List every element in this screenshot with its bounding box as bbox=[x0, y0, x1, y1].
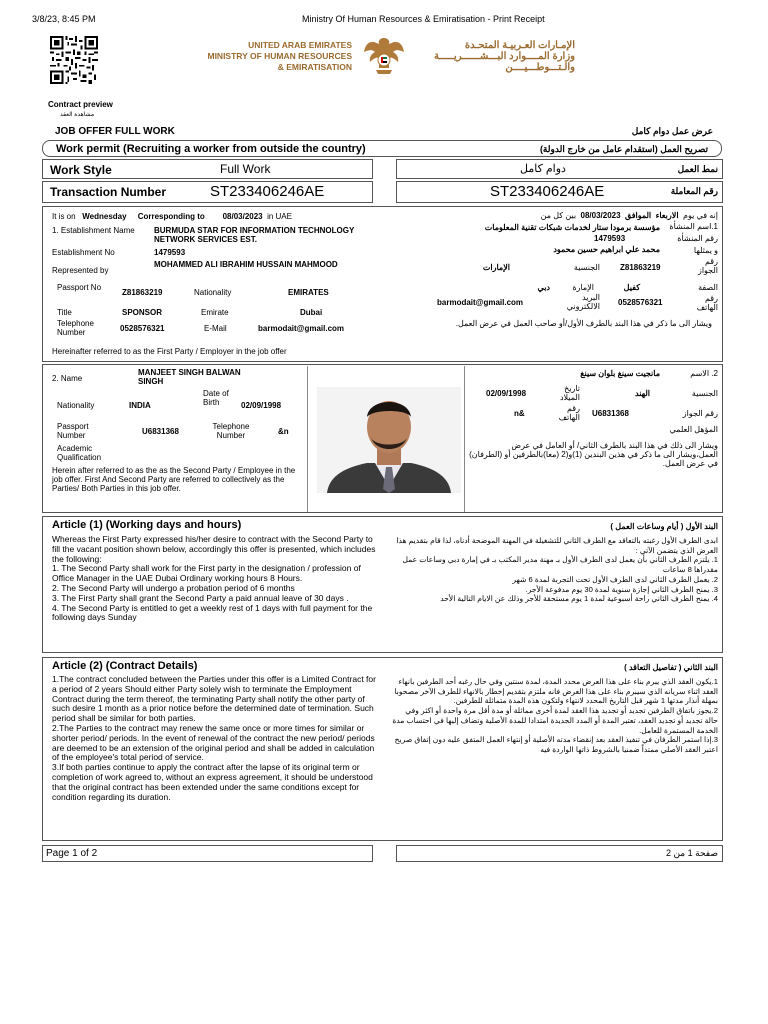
first-party-footer-ar: ويشار الى ما ذكر في هذا البند بالطرف الأول/أو صاحب العمل في عرض العمل. bbox=[455, 319, 712, 328]
page-number-ar: صفحة 1 من 2 bbox=[665, 848, 718, 858]
second-party-footer-en: Herein after referred to as the as the Second Party / Employee in the job offer. First And Second Party are referred to collectively as the Parties/ Both Parties in this job offer. bbox=[52, 466, 296, 493]
est-name-value-en: BURMUDA STAR FOR INFORMATION TECHNOLOGY NETWORK SERVICES EST. bbox=[154, 226, 355, 244]
dob-label-ar: تاريخ الميلاد bbox=[559, 384, 580, 402]
second-party-footer-ar: ويشار الى ذلك في هذا البند بالطرف الثاني/ أو العامل في عرض العمل،ويشار الى ما ذكر في هذين البندين (1)و(2 (معا)بالطرفين أو (الطرفان) في عرض العمل. bbox=[469, 441, 718, 468]
phone-label-en: Telephone Number bbox=[57, 319, 94, 337]
article-1-title-en: Article (1) (Working days and hours) bbox=[52, 519, 242, 531]
employee-photo[interactable] bbox=[317, 387, 461, 493]
phone-value-ar: 0528576321 bbox=[618, 298, 663, 307]
ministry-name-ar: الإمـارات العـربيـة المتحـدة وزارة المــــوارد البـــشــــــريـــــة والـتـــوطـــيــــن bbox=[433, 40, 575, 73]
permit-label-ar: تصريح العمل (استقدام عامل من خارج الدولة) bbox=[539, 144, 708, 154]
rep-value-ar: محمد علي ابراهيم حسين محمود bbox=[553, 245, 660, 254]
est-no-label-ar: رقم المنشأة bbox=[677, 234, 718, 243]
article-1-body-ar: ابدى الطرف الأول رغبته بالتعاقد مع الطرف الثاني للتشغيلة في المهنة الموضحة أدناه، لذا قام بتقديم هذا العرض الذي يتضمن الآتي : 1. يلتزم الطرف الثاني بأن يعمل لدى الطرف الأول بـ مهنة مدير المكتب بـ في إمارة دبي وساعات عمل مقدراها 8 ساعات 2. يعمل الطرف الثاني لدى الطرف الأول تحت التجربة لمدة 6 شهر 3. يمنح الطرف الثاني إجازة سنوية لمدة 30 يوم مدفوعة الأجر. 4. يمنح الطرف الثاني راحة أسبوعية لمدة 1 يوم مستحقة للأجر وذلك عن الايام التالية الأحد bbox=[396, 536, 718, 604]
article-2-body-ar: 1.يكون العقد الذي يبرم بناء على هذا العرض محدد المدة، لمدة سنتين وفي حال رغبه أحد الطرفين بانهاء العقد اثناء سريانه الذي سيبرم بناء على هذا العرض فانه ملتزم بتقديم إخطار بالانهاء للطرف الآخر مصحوبا بمهلة أنذار مدتها 1 شهر قبل التاريخ المحدد لانتهاء ولتكون هذه المدة متماثلة للطرفين. 2.يجوز باتفاق الطرفين تجديد أو تجديد هذا العقد لمدة أخرى مماثلة أو مدة أقل مرة واحدة أو اكثر وفي حالة تجديد أو تجديد العقد، تعتبر المدة أو المدد الجديدة امتدادا للمدة الأصلية وتضاف إليها في احتساب مدة الخدمة المستمرة للعامل. 3.إذا استمر الطرفان في تنفيذ العقد بعد إنقضاء مدته الأصلية أو إنتهاء العمل المتفق عليه دون إتفاق صريح اعتبر العقد الأصلي ممتداً ضمنيا بالشروط ذاتها الواردة فيه bbox=[392, 677, 718, 754]
title-value-en: SPONSOR bbox=[122, 308, 163, 317]
passport-label-ar: رقم الجواز bbox=[697, 257, 718, 275]
passport-value-en: Z81863219 bbox=[122, 288, 163, 297]
transaction-number-en: ST233406246AE bbox=[210, 183, 325, 200]
qualification-label-ar: المؤهل العلمي bbox=[669, 425, 718, 434]
dob-label-en: Date of Birth bbox=[203, 389, 229, 407]
employee-passport-label-ar: رقم الجواز bbox=[682, 409, 718, 418]
work-style-value-ar: دوام كامل bbox=[520, 163, 566, 175]
transaction-label-ar: رقم المعاملة bbox=[670, 186, 718, 196]
employee-nationality-label-en: Nationality bbox=[57, 401, 95, 410]
qr-caption-en: Contract preview bbox=[48, 100, 113, 109]
employee-phone-label-en: Telephone Number bbox=[212, 422, 250, 440]
article-1-body-en: Whereas the First Party expressed his/her desire to contract with the Second Party to fill the vacant position shown below, accordingly this offer is presented, which includes the following: 1. The Second Party shall work for the First party in the designation / profession of Office Manager in the UAE Dubai Ordinary working hours 8 Hours. 2. The Second Party will undergo a probation period of 6 months 3. The First Party shall grant the Second Party a paid annual leave of 30 days . 4. The Second Party is entitled to get a weekly rest of 1 days with full payment for the following days Sunday bbox=[52, 534, 376, 623]
email-label-en: E-Mail bbox=[204, 324, 227, 333]
page-title-ar: عرض عمل دوام كامل bbox=[631, 126, 713, 136]
qr-caption-ar: مشاهدة العقد bbox=[60, 112, 95, 118]
employee-passport-value-ar: U6831368 bbox=[592, 409, 629, 418]
uae-emblem-icon bbox=[362, 32, 406, 78]
employee-nationality-value-en: INDIA bbox=[129, 401, 151, 410]
est-name-label-en: 1. Establishment Name bbox=[52, 226, 135, 235]
nationality-value-ar: الإمارات bbox=[482, 263, 510, 272]
email-value-ar: barmodait@gmail.com bbox=[437, 298, 524, 307]
employee-phone-label-ar: رقم الهاتف bbox=[558, 404, 580, 422]
dob-value-en: 02/09/1998 bbox=[241, 401, 282, 410]
emirate-label-ar: الإمارة bbox=[572, 283, 594, 292]
qualification-label-en: Academic Qualification bbox=[57, 444, 102, 462]
nationality-value-en: EMIRATES bbox=[288, 288, 329, 297]
passport-value-ar: Z81863219 bbox=[620, 263, 661, 272]
transaction-number-ar: ST233406246AE bbox=[490, 183, 605, 200]
nationality-label-ar: الجنسية bbox=[573, 263, 600, 272]
article-2-title-ar: البند الثاني ( تفاصيل التعاقد ) bbox=[624, 663, 718, 672]
first-party-date-line-ar: إنه في يوم الاربعاء الموافق 08/03/2023 بين كل من bbox=[540, 211, 718, 220]
first-party-date-line-en: It is on Wednesday Corresponding to 08/03/2023 in UAE bbox=[52, 212, 292, 221]
email-label-ar: البريد الالكتروني bbox=[566, 293, 600, 311]
article-2-title-en: Article (2) (Contract Details) bbox=[52, 660, 198, 672]
qr-code-icon[interactable] bbox=[50, 36, 98, 84]
rep-label-ar: و يمثلها bbox=[693, 246, 718, 255]
nationality-label-en: Nationality bbox=[194, 288, 232, 297]
employee-passport-value-en: U6831368 bbox=[142, 427, 179, 436]
print-datetime: 3/8/23, 8:45 PM bbox=[32, 14, 96, 24]
first-party-footer-en: Hereinafter referred to as the First Party / Employer in the job offer bbox=[52, 347, 287, 356]
article-1-title-ar: البند الأول ( أيام وساعات العمل ) bbox=[610, 522, 718, 531]
work-style-value-en: Full Work bbox=[220, 162, 271, 176]
phone-label-ar: رقم الهاتف bbox=[696, 294, 718, 312]
employee-phone-value-en: &n bbox=[278, 427, 289, 436]
work-style-label-en: Work Style bbox=[50, 163, 112, 177]
title-label-en: Title bbox=[57, 308, 72, 317]
email-value-en: barmodait@gmail.com bbox=[258, 324, 345, 333]
employee-nationality-value-ar: الهند bbox=[635, 389, 650, 398]
emirate-value-ar: دبي bbox=[537, 283, 550, 292]
est-no-value-en: 1479593 bbox=[154, 248, 186, 257]
page-number-en: Page 1 of 2 bbox=[46, 848, 98, 859]
est-no-value-ar: 1479593 bbox=[594, 234, 626, 243]
est-name-value-ar: مؤسسة برمودا ستار لخدمات شبكات تقنية المعلومات bbox=[484, 223, 660, 232]
rep-value-en: MOHAMMED ALI IBRAHIM HUSSAIN MAHMOOD bbox=[154, 260, 338, 269]
permit-label-en: Work permit (Recruiting a worker from outside the country) bbox=[56, 143, 366, 155]
title-label-ar: الصفة bbox=[698, 283, 718, 292]
transaction-label-en: Transaction Number bbox=[50, 185, 167, 199]
est-no-label-en: Establishment No bbox=[52, 248, 115, 257]
employee-phone-value-ar: n& bbox=[514, 409, 525, 418]
title-value-ar: كفيل bbox=[623, 283, 640, 292]
employee-name-value-en: MANJEET SINGH BALWAN SINGH bbox=[138, 368, 241, 386]
emirate-label-en: Emirate bbox=[201, 308, 229, 317]
dob-value-ar: 02/09/1998 bbox=[486, 389, 527, 398]
employee-passport-label-en: Passport Number bbox=[57, 422, 89, 440]
rep-label-en: Represented by bbox=[52, 266, 109, 275]
passport-label-en: Passport No bbox=[57, 283, 102, 292]
emirate-value-en: Dubai bbox=[300, 308, 323, 317]
phone-value-en: 0528576321 bbox=[120, 324, 165, 333]
employee-name-label-ar: 2. الاسم bbox=[690, 369, 718, 378]
page-title-en: JOB OFFER FULL WORK bbox=[55, 126, 175, 137]
print-title: Ministry Of Human Resources & Emiratisation - Print Receipt bbox=[302, 14, 545, 24]
employee-nationality-label-ar: الجنسية bbox=[691, 389, 718, 398]
ministry-name-en: UNITED ARAB EMIRATES MINISTRY OF HUMAN RESOURCES & EMIRATISATION bbox=[207, 40, 352, 72]
article-2-body-en: 1.The contract concluded between the Parties under this offer is a Limited Contract for a period of 2 years Should either Party solely wish to terminate the Employment Contract during the term thereof, the terminating Party shall notify the other party of such desire 1 month as a prior notice before the determined date of termination. Such period shall be similar for both parties. 2.The Parties to the contract may renew the same once or more times for similar or shorter period/ periods. In the event of renewal of the contract the new period/ periods are deemed to be an extension of the original period and shall be added in calculation of the employee's total period of service. 3.If both parties continue to apply the contract after the lapse of its original term or completion of work agreed to, without an express agreement, it should be understood that the original contract has been extended under the same conditions except for condition regarding its duration. bbox=[52, 674, 376, 802]
work-style-label-ar: نمط العمل bbox=[677, 164, 718, 174]
est-name-label-ar: 1.اسم المنشأة bbox=[669, 222, 718, 231]
employee-name-value-ar: مانجيت سينغ بلوان سينغ bbox=[580, 369, 660, 378]
employee-name-label-en: 2. Name bbox=[52, 374, 83, 383]
